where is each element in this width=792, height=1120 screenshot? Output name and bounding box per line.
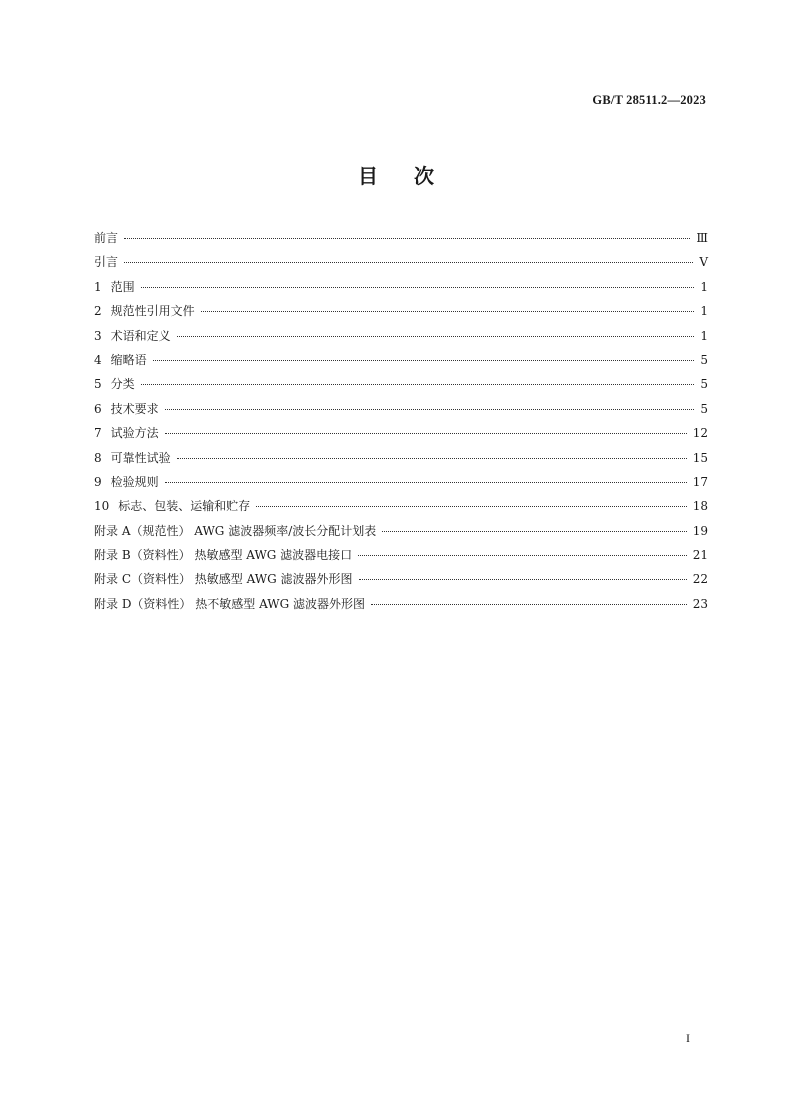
dot-leader bbox=[177, 458, 687, 459]
toc-entry-foreword[interactable] bbox=[94, 226, 708, 250]
dot-leader bbox=[358, 555, 687, 556]
toc-entry-text: 分类 bbox=[110, 377, 135, 392]
toc-entry-number: 3 bbox=[94, 328, 102, 343]
toc-entry-label bbox=[94, 299, 201, 323]
toc-entry-text: 术语和定义 bbox=[110, 328, 171, 343]
toc-entry-inspection-rules[interactable] bbox=[94, 470, 708, 494]
dot-leader bbox=[141, 287, 694, 288]
toc-entry-number: 10 bbox=[94, 499, 110, 514]
dot-leader bbox=[256, 506, 686, 507]
toc-entry-text: 检验规则 bbox=[110, 474, 159, 489]
toc-entry-annex-a[interactable] bbox=[94, 519, 708, 543]
toc-title: 目次 bbox=[358, 164, 470, 188]
toc-entry-page: 15 bbox=[692, 450, 708, 465]
toc-entry-text: 附录 B（资料性） 热敏感型 AWG 滤波器电接口 bbox=[94, 548, 353, 563]
toc-entry-page: Ⅲ bbox=[696, 231, 708, 245]
toc-entry-number: 7 bbox=[94, 426, 102, 441]
toc-entry-label bbox=[94, 421, 165, 445]
dot-leader bbox=[382, 531, 686, 532]
toc-entry-text: 前言 bbox=[94, 231, 119, 245]
toc-entry-label bbox=[94, 348, 153, 372]
toc-entry-page: 5 bbox=[700, 352, 708, 367]
toc-entry-text: 规范性引用文件 bbox=[110, 304, 195, 319]
dot-leader bbox=[141, 384, 694, 385]
toc-entry-number: 1 bbox=[94, 279, 102, 294]
toc-entry-label bbox=[94, 397, 165, 421]
toc-entry-number: 2 bbox=[94, 304, 102, 319]
toc-entry-label bbox=[94, 372, 141, 396]
toc-entry-terms-definitions[interactable] bbox=[94, 324, 708, 348]
dot-leader bbox=[124, 238, 690, 239]
toc-entry-label bbox=[94, 250, 124, 274]
toc-entry-text: 可靠性试验 bbox=[110, 450, 171, 465]
toc-entry-classification[interactable] bbox=[94, 372, 708, 396]
toc-entry-page: 1 bbox=[700, 304, 708, 319]
toc-entry-label bbox=[94, 519, 382, 543]
toc-entry-annex-d[interactable] bbox=[94, 592, 708, 616]
toc-entry-label bbox=[94, 567, 359, 591]
toc-entry-label bbox=[94, 470, 165, 494]
toc-entry-label bbox=[94, 592, 371, 616]
toc-entry-scope[interactable] bbox=[94, 275, 708, 299]
toc-entry-text: 技术要求 bbox=[110, 401, 159, 416]
dot-leader bbox=[177, 336, 694, 337]
toc-entry-page: 21 bbox=[692, 548, 708, 563]
toc-entry-number: 8 bbox=[94, 450, 102, 465]
toc-entry-text: 标志、包装、运输和贮存 bbox=[118, 499, 251, 514]
toc-entry-number: 9 bbox=[94, 474, 102, 489]
standard-code: GB/T 28511.2—2023 bbox=[592, 93, 706, 107]
toc-entry-page: 12 bbox=[692, 426, 708, 441]
toc-entry-text: 附录 A（规范性） AWG 滤波器频率/波长分配计划表 bbox=[94, 523, 377, 538]
toc-entry-page: 1 bbox=[700, 328, 708, 343]
toc-entry-number: 5 bbox=[94, 377, 102, 392]
toc-entry-technical-requirements[interactable] bbox=[94, 397, 708, 421]
dot-leader bbox=[153, 360, 694, 361]
toc-entry-page: 1 bbox=[700, 279, 708, 294]
toc-entry-test-methods[interactable] bbox=[94, 421, 708, 445]
dot-leader bbox=[124, 262, 693, 263]
toc-entry-page: Ⅴ bbox=[699, 255, 708, 270]
toc-entry-label bbox=[94, 275, 141, 299]
toc-entry-annex-b[interactable] bbox=[94, 543, 708, 567]
toc-entry-normative-references[interactable] bbox=[94, 299, 708, 323]
toc-entry-label bbox=[94, 494, 256, 518]
dot-leader bbox=[201, 311, 694, 312]
toc-entry-label bbox=[94, 446, 177, 470]
toc-entry-text: 缩略语 bbox=[110, 352, 147, 367]
toc-entry-number: 6 bbox=[94, 401, 102, 416]
toc-entry-page: 5 bbox=[700, 401, 708, 416]
toc-entry-text: 试验方法 bbox=[110, 426, 159, 441]
toc-entry-page: 17 bbox=[692, 474, 708, 489]
table-of-contents bbox=[94, 226, 708, 616]
toc-entry-number: 4 bbox=[94, 352, 102, 367]
dot-leader bbox=[165, 433, 687, 434]
toc-entry-text: 引言 bbox=[94, 255, 119, 270]
toc-entry-text: 附录 C（资料性） 热敏感型 AWG 滤波器外形图 bbox=[94, 572, 353, 587]
dot-leader bbox=[165, 482, 687, 483]
toc-entry-page: 18 bbox=[692, 499, 708, 514]
toc-entry-reliability-tests[interactable] bbox=[94, 446, 708, 470]
toc-entry-abbreviations[interactable] bbox=[94, 348, 708, 372]
toc-entry-label bbox=[94, 324, 177, 348]
toc-entry-label bbox=[94, 543, 358, 567]
toc-entry-text: 附录 D（资料性） 热不敏感型 AWG 滤波器外形图 bbox=[94, 596, 365, 611]
toc-entry-marking-packaging[interactable] bbox=[94, 494, 708, 518]
toc-entry-page: 5 bbox=[700, 377, 708, 392]
dot-leader bbox=[371, 604, 687, 605]
toc-entry-introduction[interactable] bbox=[94, 250, 708, 274]
toc-entry-page: 23 bbox=[692, 596, 708, 611]
toc-entry-label bbox=[94, 226, 124, 250]
toc-entry-page: 22 bbox=[692, 572, 708, 587]
toc-entry-annex-c[interactable] bbox=[94, 567, 708, 591]
page-number: I bbox=[686, 1031, 690, 1045]
dot-leader bbox=[359, 579, 687, 580]
dot-leader bbox=[165, 409, 694, 410]
toc-entry-page: 19 bbox=[692, 523, 708, 538]
toc-entry-text: 范围 bbox=[110, 279, 135, 294]
